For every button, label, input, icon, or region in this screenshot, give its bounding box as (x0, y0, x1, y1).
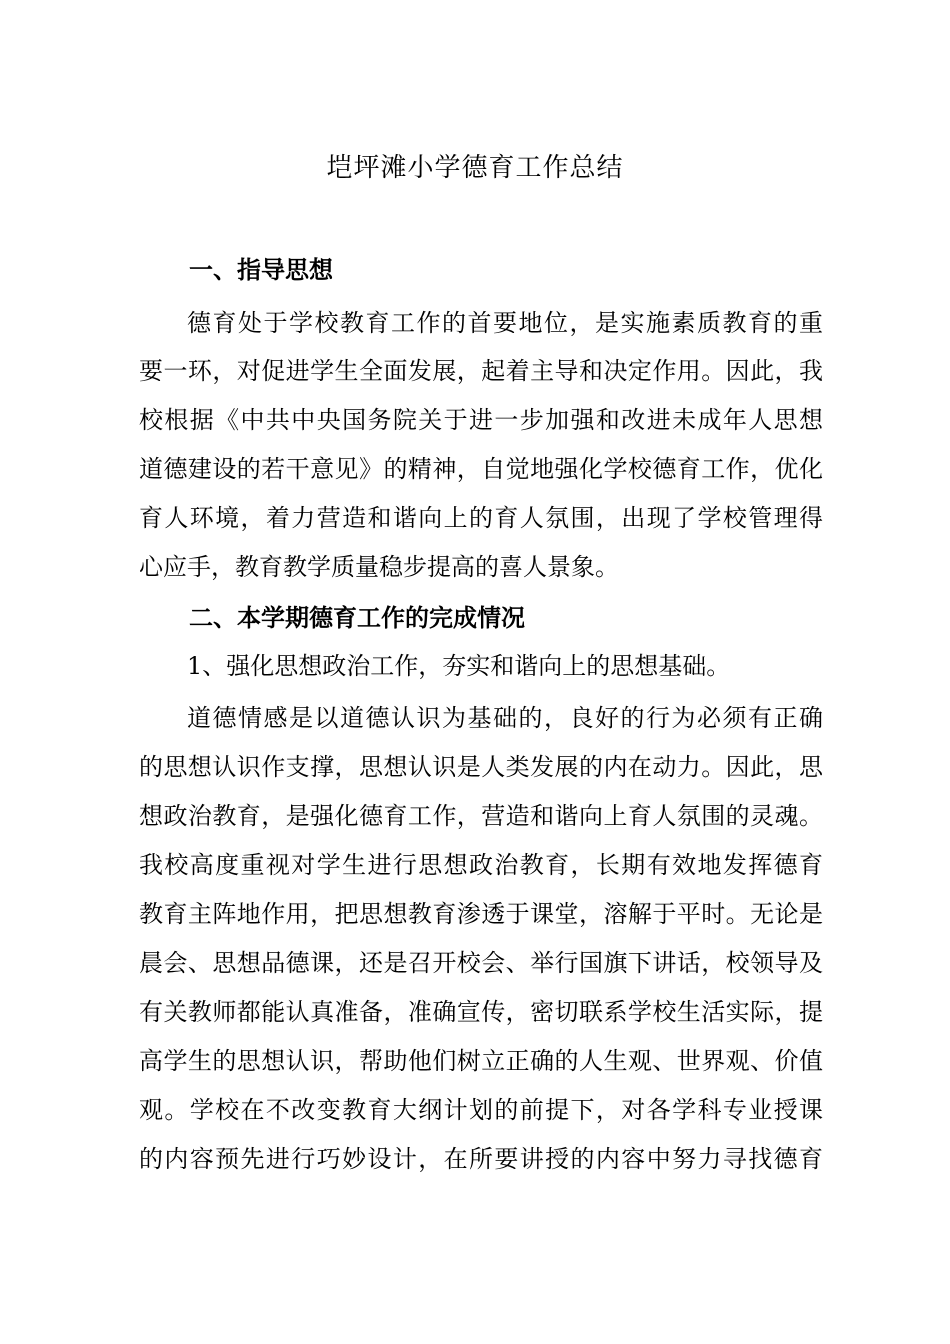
paragraph-line: 晨会、思想品德课，还是召开校会、举行国旗下讲话，校领导及 (139, 949, 823, 977)
paragraph-line: 我校高度重视对学生进行思想政治教育，长期有效地发挥德育 (139, 851, 823, 879)
paragraph-line: 育人环境，着力营造和谐向上的育人氛围，出现了学校管理得 (139, 504, 823, 532)
paragraph-line: 有关教师都能认真准备，准确宣传，密切联系学校生活实际，提 (139, 998, 823, 1026)
paragraph-line: 高学生的思想认识，帮助他们树立正确的人生观、世界观、价值 (139, 1047, 823, 1075)
paragraph-line: 的内容预先进行巧妙设计，在所要讲授的内容中努力寻找德育 (139, 1145, 823, 1173)
document-title: 垲坪滩小学德育工作总结 (326, 153, 624, 183)
section-heading-guiding-thought: 一、指导思想 (189, 256, 333, 284)
subheading-line: 1、强化思想政治工作，夯实和谐向上的思想基础。 (187, 652, 731, 680)
section-heading-completion: 二、本学期德育工作的完成情况 (189, 604, 525, 632)
paragraph-line: 道德情感是以道德认识为基础的，良好的行为必须有正确 (187, 704, 823, 732)
paragraph-line: 想政治教育，是强化德育工作，营造和谐向上育人氛围的灵魂。 (139, 802, 823, 830)
paragraph-line: 德育处于学校教育工作的首要地位，是实施素质教育的重 (187, 309, 823, 337)
paragraph-line: 教育主阵地作用，把思想教育渗透于课堂，溶解于平时。无论是 (139, 900, 823, 928)
paragraph-line: 的思想认识作支撑，思想认识是人类发展的内在动力。因此，思 (139, 753, 823, 781)
paragraph-line: 要一环，对促进学生全面发展，起着主导和决定作用。因此，我 (139, 357, 823, 385)
paragraph-line: 心应手，教育教学质量稳步提高的喜人景象。 (139, 553, 619, 581)
paragraph-line: 道德建设的若干意见》的精神，自觉地强化学校德育工作，优化 (139, 455, 823, 483)
paragraph-line: 校根据《中共中央国务院关于进一步加强和改进未成年人思想 (139, 406, 823, 434)
paragraph-line: 观。学校在不改变教育大纲计划的前提下，对各学科专业授课 (139, 1096, 823, 1124)
